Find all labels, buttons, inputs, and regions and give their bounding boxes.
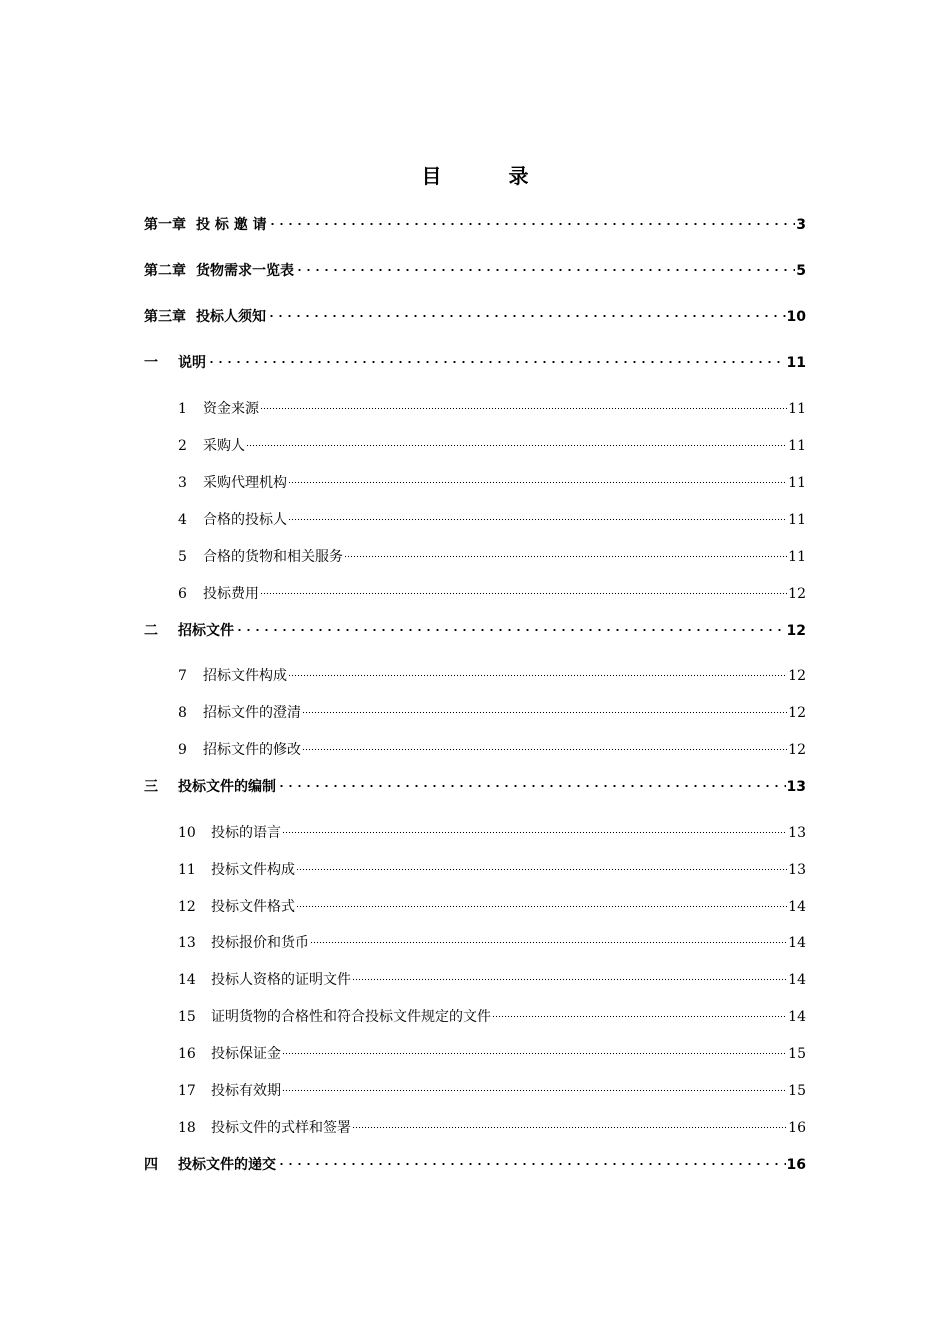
toc-entry-number: 1 [178, 401, 187, 417]
toc-entry-label: 资金来源 [203, 401, 259, 417]
toc-entry-number: 5 [178, 549, 187, 565]
toc-entry[interactable] [178, 1006, 806, 1028]
toc-entry-page-number: 13 [788, 862, 806, 878]
toc-entry-number: 第三章 [144, 309, 186, 325]
toc-dot-leader [207, 360, 786, 364]
toc-entry-label: 采购人 [203, 438, 245, 454]
toc-entry[interactable] [144, 260, 806, 282]
toc-dot-leader [235, 628, 786, 632]
toc-entry-page-number: 15 [788, 1046, 806, 1062]
toc-entry-page-number: 11 [788, 549, 806, 565]
toc-entry-number: 四 [144, 1157, 158, 1173]
toc-dot-leader [267, 314, 786, 318]
toc-dot-leader [282, 1051, 787, 1055]
toc-dot-leader [288, 517, 787, 521]
toc-dot-leader [352, 977, 787, 981]
toc-entry[interactable] [178, 896, 806, 918]
toc-dot-leader [260, 591, 787, 595]
toc-entry-label: 投标费用 [203, 586, 259, 602]
toc-entry[interactable] [178, 1043, 806, 1065]
toc-entry-page-number: 12 [786, 623, 806, 639]
toc-entry-number: 2 [178, 438, 187, 454]
toc-entry-page-number: 13 [788, 825, 806, 841]
toc-entry[interactable] [144, 1154, 806, 1176]
toc-entry-page-number: 14 [788, 1009, 806, 1025]
toc-entry-number: 二 [144, 623, 158, 639]
toc-entry-number: 第一章 [144, 217, 186, 233]
toc-entry[interactable] [178, 702, 806, 724]
toc-entry[interactable] [178, 546, 806, 568]
toc-entry-page-number: 10 [786, 309, 806, 325]
toc-entry-number: 6 [178, 586, 187, 602]
toc-entry-page-number: 11 [788, 475, 806, 491]
toc-dot-leader [246, 443, 787, 447]
toc-entry-label: 投标保证金 [211, 1046, 281, 1062]
toc-entry[interactable] [178, 969, 806, 991]
toc-dot-leader [282, 1088, 787, 1092]
toc-entry-number: 9 [178, 742, 187, 758]
toc-entry-label: 合格的货物和相关服务 [203, 549, 343, 565]
toc-entry[interactable] [144, 352, 806, 374]
toc-entry-page-number: 11 [786, 355, 806, 371]
toc-entry-page-number: 11 [788, 401, 806, 417]
toc-entry-label: 投标有效期 [211, 1083, 281, 1099]
toc-entry-page-number: 14 [788, 972, 806, 988]
toc-entry-page-number: 5 [796, 263, 806, 279]
toc-entry[interactable] [144, 776, 806, 798]
toc-entry-number: 4 [178, 512, 187, 528]
toc-entry-label: 招标文件 [178, 623, 234, 639]
toc-entry-page-number: 12 [788, 705, 806, 721]
toc-entry-page-number: 14 [788, 899, 806, 915]
toc-entry-label: 合格的投标人 [203, 512, 287, 528]
toc-entry-label: 投标文件的编制 [178, 779, 276, 795]
toc-entry-number: 3 [178, 475, 187, 491]
toc-entry-label: 采购代理机构 [203, 475, 287, 491]
toc-entry-number: 10 [178, 825, 196, 841]
toc-entry-page-number: 15 [788, 1083, 806, 1099]
toc-entry[interactable] [178, 435, 806, 457]
toc-dot-leader [277, 784, 786, 788]
toc-entry-label: 证明货物的合格性和符合投标文件规定的文件 [211, 1009, 491, 1025]
toc-entry-number: 12 [178, 899, 196, 915]
toc-entry-page-number: 11 [788, 438, 806, 454]
toc-entry[interactable] [178, 472, 806, 494]
toc-entry[interactable] [178, 859, 806, 881]
toc-dot-leader [296, 867, 787, 871]
toc-entry-label: 投标报价和货币 [211, 935, 309, 951]
toc-entry-page-number: 13 [786, 779, 806, 795]
toc-entry[interactable] [178, 509, 806, 531]
toc-entry-page-number: 12 [788, 742, 806, 758]
toc-entry-page-number: 16 [788, 1120, 806, 1136]
toc-entry-label: 投标人须知 [196, 309, 266, 325]
toc-entry-label: 招标文件构成 [203, 668, 287, 684]
toc-entry-label: 投标文件的递交 [178, 1157, 276, 1173]
toc-entry[interactable] [178, 665, 806, 687]
toc-title: 目 录 [421, 164, 559, 188]
toc-dot-leader [260, 406, 787, 410]
toc-entry[interactable] [178, 583, 806, 605]
toc-entry[interactable] [144, 620, 806, 642]
toc-entry-number: 三 [144, 779, 158, 795]
toc-entry-label: 说明 [178, 355, 206, 371]
toc-dot-leader [310, 940, 787, 944]
toc-entry[interactable] [178, 739, 806, 761]
toc-entry-page-number: 12 [788, 668, 806, 684]
toc-entry-number: 16 [178, 1046, 196, 1062]
toc-dot-leader [296, 904, 787, 908]
toc-entry-label: 投 标 邀 请 [196, 217, 267, 233]
toc-entry[interactable] [178, 822, 806, 844]
toc-dot-leader [302, 710, 787, 714]
toc-entry[interactable] [144, 214, 806, 236]
toc-dot-leader [282, 830, 787, 834]
toc-dot-leader [295, 268, 795, 272]
toc-dot-leader [492, 1014, 787, 1018]
toc-entry-label: 投标文件格式 [211, 899, 295, 915]
toc-entry-label: 投标人资格的证明文件 [211, 972, 351, 988]
toc-entry-label: 招标文件的澄清 [203, 705, 301, 721]
toc-dot-leader [344, 554, 787, 558]
toc-entry-page-number: 16 [786, 1157, 806, 1173]
toc-dot-leader [268, 222, 796, 226]
toc-entry-page-number: 3 [796, 217, 806, 233]
toc-entry[interactable] [178, 1080, 806, 1102]
toc-entry-number: 7 [178, 668, 187, 684]
toc-entry-page-number: 14 [788, 935, 806, 951]
toc-entry-number: 14 [178, 972, 196, 988]
toc-entry-number: 8 [178, 705, 187, 721]
toc-entry-number: 15 [178, 1009, 196, 1025]
toc-entry[interactable] [178, 1117, 806, 1139]
toc-entry[interactable] [178, 932, 806, 954]
toc-dot-leader [288, 480, 787, 484]
toc-entry-number: 第二章 [144, 263, 186, 279]
toc-entry-label: 招标文件的修改 [203, 742, 301, 758]
toc-entry-number: 17 [178, 1083, 196, 1099]
toc-entry-label: 投标文件构成 [211, 862, 295, 878]
toc-entry-page-number: 11 [788, 512, 806, 528]
toc-entry-number: 13 [178, 935, 196, 951]
toc-dot-leader [288, 673, 787, 677]
toc-entry-page-number: 12 [788, 586, 806, 602]
toc-entry-number: 一 [144, 355, 158, 371]
toc-entry-label: 投标文件的式样和签署 [211, 1120, 351, 1136]
toc-entry[interactable] [178, 398, 806, 420]
toc-dot-leader [302, 747, 787, 751]
toc-entry[interactable] [144, 306, 806, 328]
toc-entry-label: 货物需求一览表 [196, 263, 294, 279]
toc-dot-leader [352, 1125, 787, 1129]
toc-dot-leader [277, 1162, 786, 1166]
toc-entry-label: 投标的语言 [211, 825, 281, 841]
toc-entry-number: 11 [178, 862, 196, 878]
toc-entry-number: 18 [178, 1120, 196, 1136]
